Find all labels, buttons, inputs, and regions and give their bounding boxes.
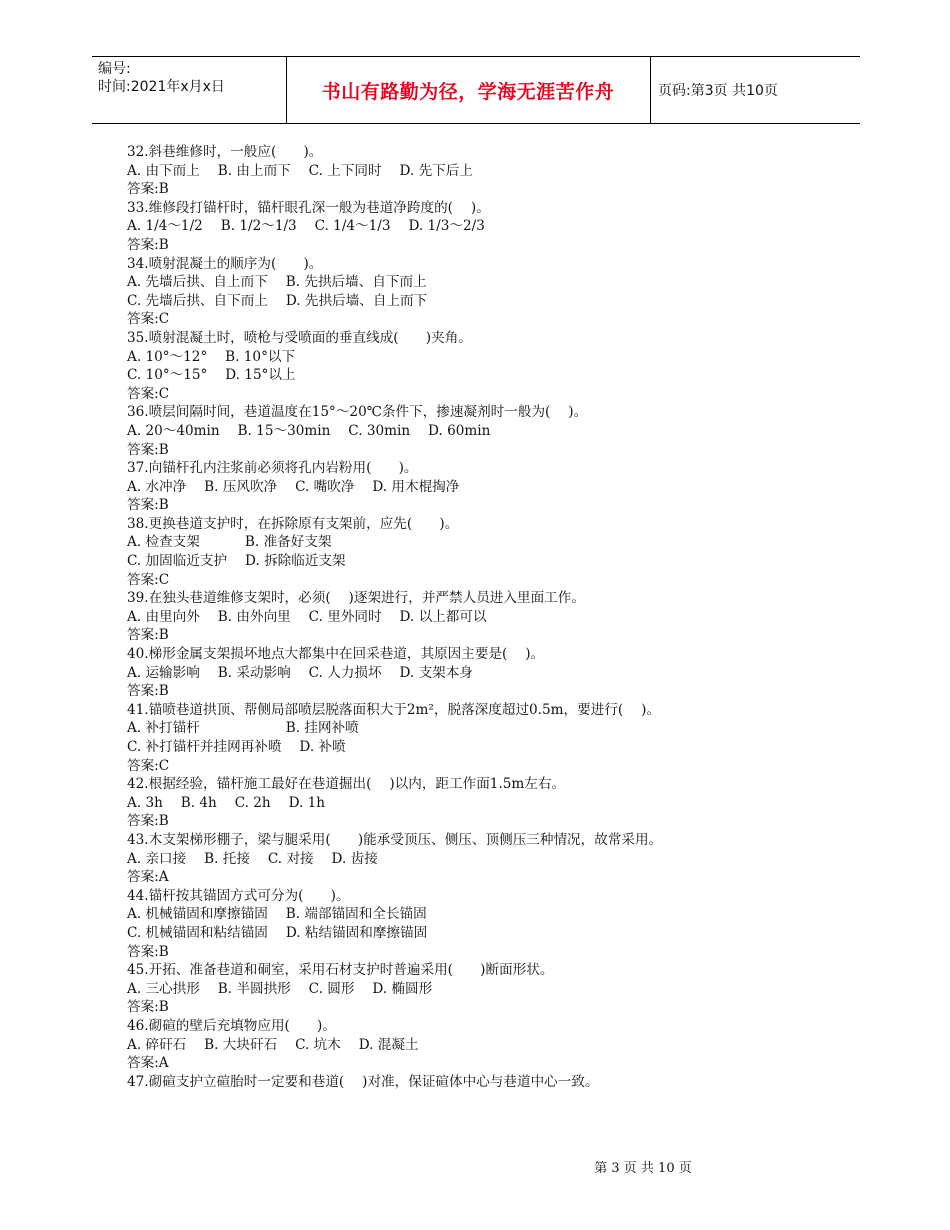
text-line: 38.更换巷道支护时，在拆除原有支架前，应先( )。	[127, 515, 459, 532]
text-line: 答案:B	[127, 943, 169, 960]
text-line: 答案:A	[127, 869, 169, 886]
text-line: 39.在独头巷道维修支架时，必须( )逐架进行，并严禁人员进入里面工作。	[127, 590, 585, 607]
question-list	[127, 143, 867, 1091]
text-line: 答案:C	[127, 571, 170, 588]
page-footer	[0, 1157, 950, 1176]
text-line: 答案:B	[127, 236, 169, 253]
text-line: A. 20～40min B. 15～30min C. 30min D. 60min	[127, 422, 491, 439]
text-line: A. 三心拱形 B. 半圆拱形 C. 圆形 D. 椭圆形	[127, 980, 433, 997]
text-line: 答案:B	[127, 999, 169, 1016]
text-line: A. 运输影响 B. 采动影响 C. 人力损坏 D. 支架本身	[127, 664, 473, 681]
text-line: C. 10°～15° D. 15°以上	[127, 367, 296, 384]
text-line: 34.喷射混凝土的顺序为( )。	[127, 255, 323, 272]
header-middle-cell	[286, 57, 651, 123]
text-line: 42.根据经验，锚杆施工最好在巷道掘出( )以内，距工作面1.5m左右。	[127, 776, 566, 793]
text-line: 46.砌碹的壁后充填物应用( )。	[127, 1017, 336, 1034]
page-info: 页码:第3页 共10页	[658, 83, 778, 99]
text-line: 35.喷射混凝土时，喷枪与受喷面的垂直线成( )夹角。	[127, 329, 472, 346]
text-line: A. 1/4～1/2 B. 1/2～1/3 C. 1/4～1/3 D. 1/3～2/3	[127, 218, 485, 235]
text-line: 答案:B	[127, 627, 169, 644]
text-line: 答案:C	[127, 385, 170, 402]
text-line: 答案:C	[127, 757, 170, 774]
text-line: 答案:B	[127, 683, 169, 700]
text-line: A. 机械锚固和摩擦锚固 B. 端部锚固和全长锚固	[127, 906, 427, 923]
text-line: 40.梯形金属支架损坏地点大都集中在回采巷道，其原因主要是( )。	[127, 646, 545, 663]
text-line: A. 先墙后拱、自上而下 B. 先拱后墙、自下而上	[127, 274, 427, 291]
number-label: 编号:	[98, 61, 131, 77]
text-line: C. 补打锚杆并挂网再补喷 D. 补喷	[127, 739, 346, 755]
text-line: 32.斜巷维修时，一般应( )。	[127, 144, 323, 160]
text-line: 41.锚喷巷道拱顶、帮侧局部喷层脱落面积大于2m²，脱落深度超过0.5m，要进行( )。	[127, 701, 661, 718]
text-line: 答案:A	[127, 1055, 169, 1072]
text-line: A. 检查支架 B. 准备好支架	[127, 534, 332, 551]
text-line: 36.喷层间隔时间，巷道温度在15°～20℃条件下，掺速凝剂时一般为( )。	[127, 404, 588, 421]
header-right-cell	[650, 57, 860, 123]
text-line: 答案:B	[127, 813, 169, 830]
page-header	[92, 56, 860, 124]
text-line: C. 先墙后拱、自下而上 D. 先拱后墙、自上而下	[127, 292, 428, 309]
text-line: A. 碎矸石 B. 大块矸石 C. 坑木 D. 混凝土	[127, 1036, 419, 1053]
text-line: A. 由里向外 B. 由外向里 C. 里外同时 D. 以上都可以	[127, 608, 487, 625]
text-line: 答案:B	[127, 181, 169, 198]
text-line: 37.向锚杆孔内注浆前必须将孔内岩粉用( )。	[127, 460, 418, 477]
text-line: A. 3h B. 4h C. 2h D. 1h	[127, 794, 326, 811]
text-line: 答案:C	[127, 311, 170, 328]
text-line: A. 水冲净 B. 压风吹净 C. 嘴吹净 D. 用木棍掏净	[127, 478, 460, 495]
text-line: C. 加固临近支护 D. 拆除临近支架	[127, 553, 346, 570]
text-line: 答案:B	[127, 441, 169, 458]
text-line: A. 补打锚杆 B. 挂网补喷	[127, 720, 359, 737]
text-line: A. 亲口接 B. 托接 C. 对接 D. 齿接	[127, 850, 378, 867]
header-left-cell	[92, 57, 287, 123]
footer-page-number: 第 3 页 共 10 页	[594, 1161, 692, 1176]
text-line: A. 10°～12° B. 10°以下	[127, 348, 296, 365]
text-line: 答案:B	[127, 497, 169, 514]
text-line: C. 机械锚固和粘结锚固 D. 粘结锚固和摩擦锚固	[127, 924, 428, 941]
time-label: 时间:2021年x月x日	[98, 79, 225, 95]
text-line: 43.木支架梯形棚子，梁与腿采用( )能承受顶压、侧压、顶侧压三种情况，故常采用。	[127, 831, 663, 848]
text-line: 33.维修段打锚杆时，锚杆眼孔深一般为巷道净跨度的( )。	[127, 199, 490, 216]
text-line: 45.开拓、准备巷道和硐室，采用石材支护时普遍采用( )断面形状。	[127, 962, 554, 979]
text-line: A. 由下而上 B. 由上而下 C. 上下同时 D. 先下后上	[127, 162, 473, 179]
text-line: 47.砌碹支护立碹胎时一定要和巷道( )对准，保证碹体中心与巷道中心一致。	[127, 1073, 599, 1090]
motto-text: 书山有路勤为径，学海无涯苦作舟	[321, 80, 615, 103]
text-line: 44.锚杆按其锚固方式可分为( )。	[127, 887, 350, 904]
